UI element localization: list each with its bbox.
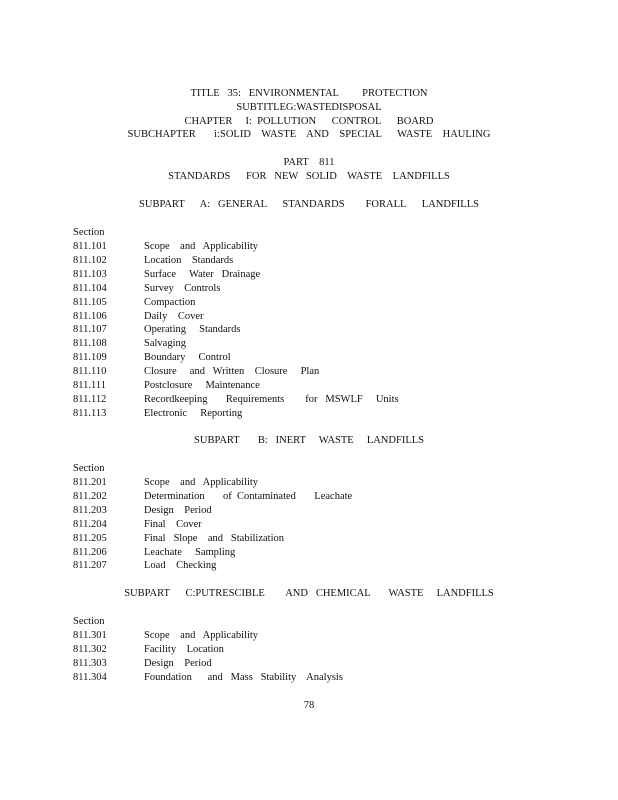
section-label: Section <box>73 616 105 627</box>
section-row <box>73 296 543 310</box>
section-row <box>73 629 543 643</box>
section-title: Salvaging <box>144 338 186 350</box>
section-row <box>73 337 543 351</box>
section-number: 811.107 <box>73 324 107 336</box>
subpart-c-heading: SUBPART C:PUTRESCIBLE AND CHEMICAL WASTE LANDFILLS <box>124 588 494 599</box>
section-title: Compaction <box>144 296 196 308</box>
section-title: Boundary Control <box>144 352 231 364</box>
section-number: 811.105 <box>73 296 107 308</box>
section-number: 811.102 <box>73 254 107 266</box>
section-title: Electronic Reporting <box>144 407 243 419</box>
section-title: Recordkeeping Requirements for MSWLF Units <box>144 393 399 405</box>
section-label: Section <box>73 463 105 474</box>
subchapter-line: SUBCHAPTER i:SOLID WASTE AND SPECIAL WASTE HAULING <box>127 129 491 140</box>
section-number: 811.109 <box>73 352 107 364</box>
section-row <box>73 323 543 337</box>
subpart-a-heading: SUBPART A: GENERAL STANDARDS FORALL LANDFILLS <box>139 199 479 210</box>
section-title: Facility Location <box>144 643 224 655</box>
section-row <box>73 504 543 518</box>
section-number: 811.302 <box>73 643 107 655</box>
subpart-b-heading: SUBPART B: INERT WASTE LANDFILLS <box>194 435 424 446</box>
title-line: TITLE 35: ENVIRONMENTAL PROTECTION <box>190 88 428 99</box>
section-number: 811.204 <box>73 518 107 530</box>
section-number: 811.104 <box>73 282 107 294</box>
section-title: Scope and Applicability <box>144 241 259 252</box>
section-title: Final Slope and Stabilization <box>144 532 284 544</box>
section-number: 811.111 <box>73 380 106 391</box>
section-title: Surface Water Drainage <box>144 268 261 280</box>
section-row <box>73 365 543 379</box>
section-title: Scope and Applicability <box>144 477 259 488</box>
section-row <box>73 407 543 421</box>
section-number: 811.201 <box>73 477 107 488</box>
section-title: Foundation and Mass Stability Analysis <box>144 671 343 683</box>
section-label: Section <box>73 227 105 238</box>
section-title: Leachate Sampling <box>144 546 236 558</box>
section-number: 811.110 <box>73 366 107 378</box>
part-name: STANDARDS FOR NEW SOLID WASTE LANDFILLS <box>168 171 450 182</box>
section-number: 811.206 <box>73 546 107 558</box>
section-row <box>73 379 543 393</box>
section-title: Survey Controls <box>144 282 221 294</box>
section-number: 811.304 <box>73 671 107 683</box>
section-number: 811.103 <box>73 268 107 280</box>
section-title: Postclosure Maintenance <box>144 380 260 391</box>
section-number: 811.202 <box>73 490 107 502</box>
section-number: 811.303 <box>73 657 107 669</box>
section-row <box>73 657 543 671</box>
section-title: Daily Cover <box>144 310 204 322</box>
section-row <box>73 546 543 560</box>
section-row <box>73 268 543 282</box>
section-title: Scope and Applicability <box>144 630 259 641</box>
section-row <box>73 643 543 657</box>
chapter-line: CHAPTER I: POLLUTION CONTROL BOARD <box>184 116 434 127</box>
section-row <box>73 559 543 573</box>
section-title: Location Standards <box>144 254 234 266</box>
section-title: Determination of Contaminated Leachate <box>144 490 353 502</box>
section-row <box>73 310 543 324</box>
section-row <box>73 671 543 685</box>
section-number: 811.301 <box>73 630 107 641</box>
section-number: 811.205 <box>73 532 107 544</box>
section-row <box>73 240 543 254</box>
section-number: 811.112 <box>73 393 107 405</box>
section-row <box>73 518 543 532</box>
section-row <box>73 351 543 365</box>
section-row <box>73 532 543 546</box>
section-title: Design Period <box>144 504 212 516</box>
section-title: Load Checking <box>144 560 217 572</box>
section-number: 811.101 <box>73 241 107 252</box>
section-number: 811.108 <box>73 338 107 350</box>
section-row <box>73 393 543 407</box>
section-row <box>73 254 543 268</box>
section-title: Final Cover <box>144 518 202 530</box>
section-title: Design Period <box>144 657 212 669</box>
section-number: 811.113 <box>73 407 107 419</box>
page-number: 78 <box>303 700 315 711</box>
section-row <box>73 476 543 490</box>
section-row <box>73 282 543 296</box>
section-title: Operating Standards <box>144 324 241 336</box>
section-number: 811.106 <box>73 310 107 322</box>
section-number: 811.203 <box>73 504 107 516</box>
section-title: Closure and Written Closure Plan <box>144 366 320 378</box>
subtitle-line: SUBTITLEG:WASTEDISPOSAL <box>236 102 382 113</box>
part-number: PART 811 <box>283 157 335 168</box>
section-number: 811.207 <box>73 560 107 572</box>
section-row <box>73 490 543 504</box>
